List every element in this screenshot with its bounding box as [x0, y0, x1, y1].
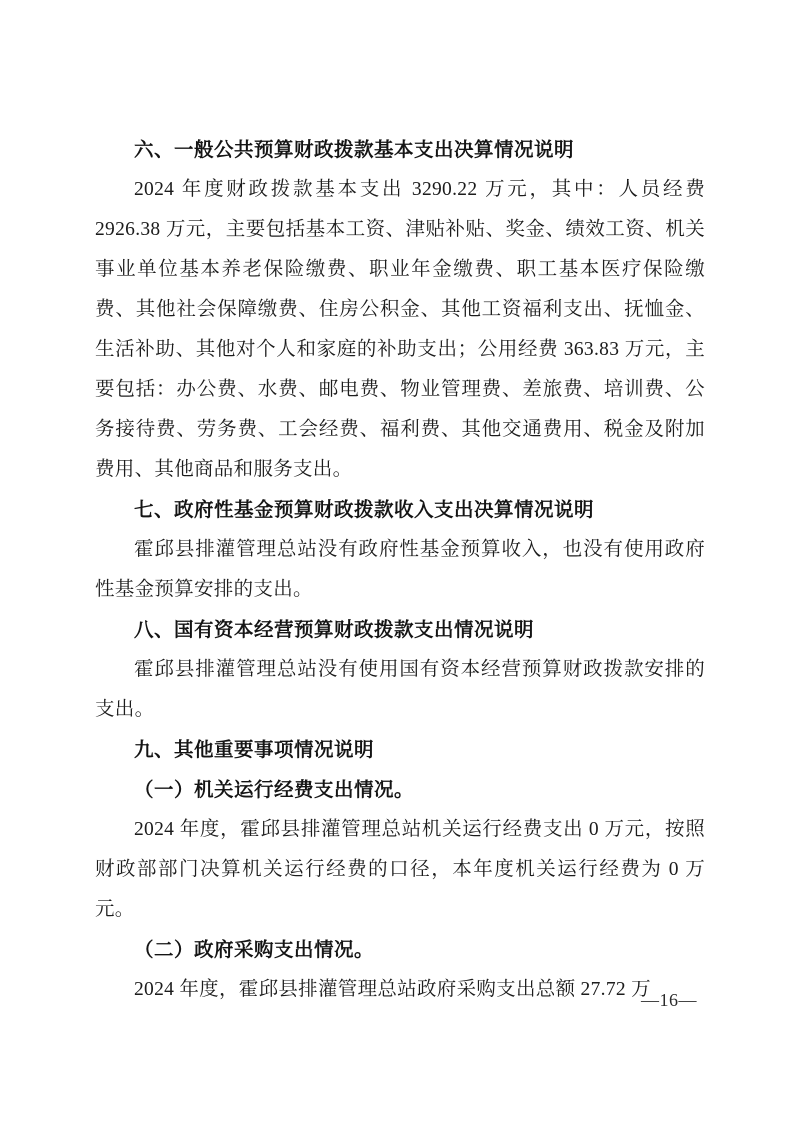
section-heading-seven: 七、政府性基金预算财政拨款收入支出决算情况说明 — [134, 498, 595, 521]
paragraph-basic-expenditure: 2024 年度财政拨款基本支出 3290.22 万元，其中：人员经费 2926.38 万元，主要包括基本工资、津贴补贴、奖金、绩效工资、机关事业单位基本养老保险缴费、职业年金缴费、职工基本医疗保险缴费、其他社会保障缴费、住房公积金、其他工资福利支出、抚恤金、生活补助、其他对个人和家庭的补助支出；公用经费 363.83 万元，主要包括：办公费、水费、邮电费、物业管理费、差旅费、培训费、公务接待费、劳务费、工会经费、福利费、其他交通费用、税金及附加费用、其他商品和服务支出。 — [95, 179, 705, 480]
section-heading-eight: 八、国有资本经营预算财政拨款支出情况说明 — [134, 618, 535, 641]
section-heading-six: 六、一般公共预算财政拨款基本支出决算情况说明 — [134, 138, 575, 161]
paragraph-operating-expense: 2024 年度，霍邱县排灌管理总站机关运行经费支出 0 万元，按照财政部部门决算机关运行经费的口径，本年度机关运行经费为 0 万元。 — [95, 819, 705, 920]
document-body — [95, 130, 705, 1010]
paragraph-procurement: 2024 年度，霍邱县排灌管理总站政府采购支出总额 27.72 万 — [134, 979, 651, 1000]
paragraph-state-capital: 霍邱县排灌管理总站没有使用国有资本经营预算财政拨款安排的支出。 — [95, 659, 705, 720]
subsection-heading-two: （二）政府采购支出情况。 — [134, 938, 375, 961]
section-heading-nine: 九、其他重要事项情况说明 — [134, 738, 375, 761]
paragraph-government-fund: 霍邱县排灌管理总站没有政府性基金预算收入，也没有使用政府性基金预算安排的支出。 — [95, 539, 705, 600]
page-number: —16— — [641, 990, 697, 1010]
subsection-heading-one: （一）机关运行经费支出情况。 — [134, 778, 415, 801]
